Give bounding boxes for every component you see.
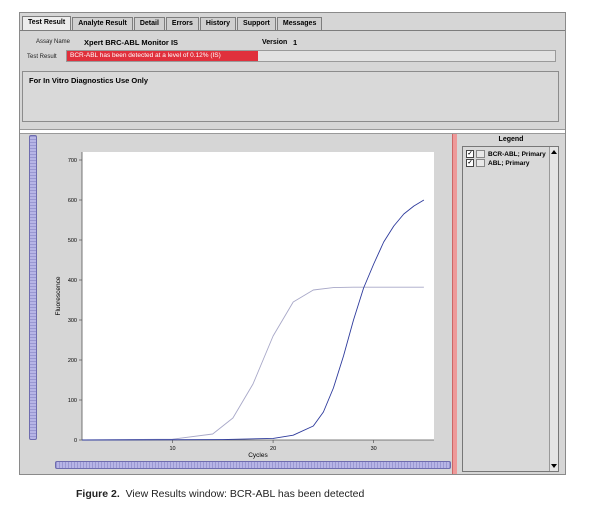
amplification-chart [20,134,452,460]
scroll-up-icon[interactable] [551,150,557,154]
assay-name-value: Xpert BRC-ABL Monitor IS [84,38,179,47]
tab-test-result[interactable]: Test Result [22,16,71,31]
checkbox-checked-icon[interactable]: ✓ [467,160,473,166]
results-window [19,12,566,475]
y-axis-label: Fluorescence [55,276,62,316]
x-tick-label: 30 [370,446,377,452]
version-value: 1 [293,38,298,47]
y-tick-label: 100 [67,398,77,404]
y-tick-label: 200 [67,358,77,364]
notes-panel [22,71,559,122]
y-tick-label: 500 [67,238,77,244]
legend-item-label: ABL; Primary [488,159,530,167]
series-swatch-icon [476,159,485,167]
legend-list [462,146,559,472]
legend-panel [457,134,565,474]
tab-underline [20,30,565,31]
figure-caption [76,488,364,500]
y-tick-label: 0 [73,438,77,444]
y-tick-label: 600 [67,198,77,204]
y-tick-label: 700 [67,158,77,164]
series-swatch-icon [476,150,485,158]
legend-item-abl[interactable] [466,159,530,167]
legend-title: Legend [498,136,524,143]
legend-scrollbar[interactable] [549,147,558,471]
legend-item-bcr-abl[interactable] [466,150,546,158]
notes-text: For In Vitro Diagnostics Use Only [29,76,149,85]
x-tick-label: 20 [270,446,277,452]
horizontal-scrollbar[interactable] [55,461,451,469]
test-result-value: BCR-ABL has been detected at a level of 0.12% (IS) [67,51,258,61]
tab-bar [22,17,323,31]
version-label: Version [262,39,288,46]
x-tick-label: 10 [169,446,176,452]
test-result-label: Test Result [27,54,57,60]
x-axis-label: Cycles [248,452,268,459]
legend-item-label: BCR-ABL; Primary [488,150,546,158]
tab-errors[interactable]: Errors [166,17,199,31]
tab-support[interactable]: Support [237,17,276,31]
chart-panel [20,134,452,474]
scroll-down-icon[interactable] [551,464,557,468]
tab-analyte-result[interactable]: Analyte Result [72,17,133,31]
figure-number: Figure 2. [76,488,120,500]
tab-detail[interactable]: Detail [134,17,165,31]
checkbox-checked-icon[interactable]: ✓ [467,151,473,157]
y-tick-label: 400 [67,278,77,284]
y-tick-label: 300 [67,318,77,324]
figure-caption-text: View Results window: BCR-ABL has been detected [125,488,365,500]
assay-name-label: Assay Name [36,39,71,45]
tab-messages[interactable]: Messages [277,17,322,31]
tab-history[interactable]: History [200,17,236,31]
plot-area [82,152,434,440]
test-result-field [66,50,556,62]
